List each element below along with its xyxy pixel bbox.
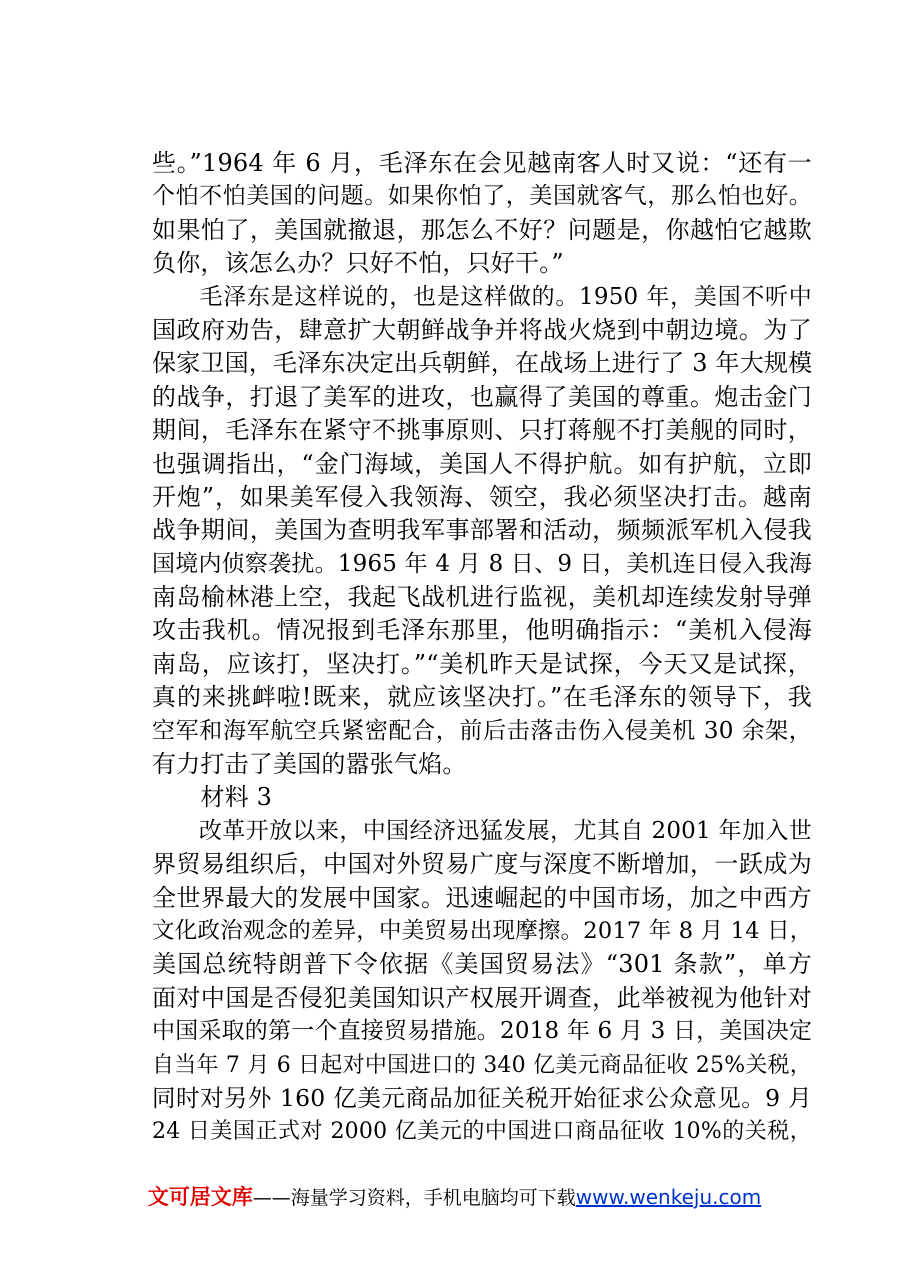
- text-line: 开炮”，如果美军侵入我领海、领空，我必须坚决打击。越南: [152, 482, 812, 511]
- text-line: 毛泽东是这样说的，也是这样做的。1950 年，美国不听中: [152, 283, 812, 310]
- text-line: 中国采取的第一个直接贸易措施。2018 年 6 月 3 日，美国决定: [152, 1018, 813, 1045]
- text-line: 期间，毛泽东在紧守不挑事原则、只打蒋舰不打美舰的同时，: [152, 416, 812, 445]
- text-line: 战争期间，美国为查明我军事部署和活动，频频派军机入侵我: [152, 516, 812, 545]
- text-line: 文化政治观念的差异，中美贸易出现摩擦。2017 年 8 月 14 日，: [152, 917, 813, 944]
- text-line: 自当年 7 月 6 日起对中国进口的 340 亿美元商品征收 25%关税，: [152, 1052, 812, 1078]
- text-line: 改革开放以来，中国经济迅猛发展，尤其自 2001 年加入世: [152, 817, 812, 844]
- footer-brand: 文可居文库: [147, 1185, 253, 1209]
- text-line: 同时对另外 160 亿美元商品加征关税开始征求公众意见。9 月: [152, 1083, 812, 1112]
- text-line: 如果怕了，美国就撤退，那怎么不好？问题是，你越怕它越欺: [152, 215, 812, 244]
- text-line: 面对中国是否侵犯美国知识产权展开调查，此举被视为他针对: [152, 983, 812, 1012]
- footer-url-link[interactable]: www.wenkeju.com: [575, 1185, 762, 1209]
- text-line: 国政府劝告，肆意扩大朝鲜战争并将战火烧到中朝边境。为了: [152, 315, 812, 344]
- text-line: 保家卫国，毛泽东决定出兵朝鲜，在战场上进行了 3 年大规模: [152, 349, 813, 378]
- text-line: 界贸易组织后，中国对外贸易广度与深度不断增加，一跃成为: [152, 850, 812, 879]
- text-line: 真的来挑衅啦!既来，就应该坚决打。”在毛泽东的领导下，我: [152, 683, 812, 712]
- text-line: 的战争，打退了美军的进攻，也赢得了美国的尊重。炮击金门: [152, 382, 812, 411]
- text-line: 负你，该怎么办？只好不怕，只好干。”: [152, 249, 564, 278]
- text-line: 攻击我机。情况报到毛泽东那里，他明确指示：“美机入侵海: [152, 616, 812, 645]
- text-line: 些。”1964 年 6 月，毛泽东在会见越南客人时又说：“还有一: [152, 149, 812, 177]
- text-line: 全世界最大的发展中国家。迅速崛起的中国市场，加之中西方: [152, 883, 812, 912]
- text-line: 有力打击了美国的嚣张气焰。: [152, 750, 467, 779]
- text-line: 材料 3: [152, 783, 273, 812]
- text-line: 南岛榆林港上空，我起飞战机进行监视，美机却连续发射导弹: [152, 583, 812, 612]
- footer-tagline: ——海量学习资料，手机电脑均可下载: [252, 1187, 576, 1209]
- text-line: 美国总统特朗普下令依据《美国贸易法》“301 条款”，单方: [152, 950, 812, 979]
- footer-banner: [0, 1181, 909, 1211]
- text-line: 24 日美国正式对 2000 亿美元的中国进口商品征收 10%的关税，: [152, 1119, 812, 1145]
- text-line: 南岛，应该打，坚决打。”“美机昨天是试探，今天又是试探，: [152, 649, 812, 678]
- text-line: 也强调指出，“金门海域，美国人不得护航。如有护航，立即: [152, 449, 812, 478]
- document-body: [152, 147, 812, 1149]
- text-line: 国境内侦察袭扰。1965 年 4 月 8 日、9 日，美机连日侵入我海: [152, 550, 812, 577]
- text-line: 空军和海军航空兵紧密配合，前后击落击伤入侵美机 30 余架，: [152, 717, 812, 744]
- text-line: 个怕不怕美国的问题。如果你怕了，美国就客气，那么怕也好。: [152, 183, 812, 210]
